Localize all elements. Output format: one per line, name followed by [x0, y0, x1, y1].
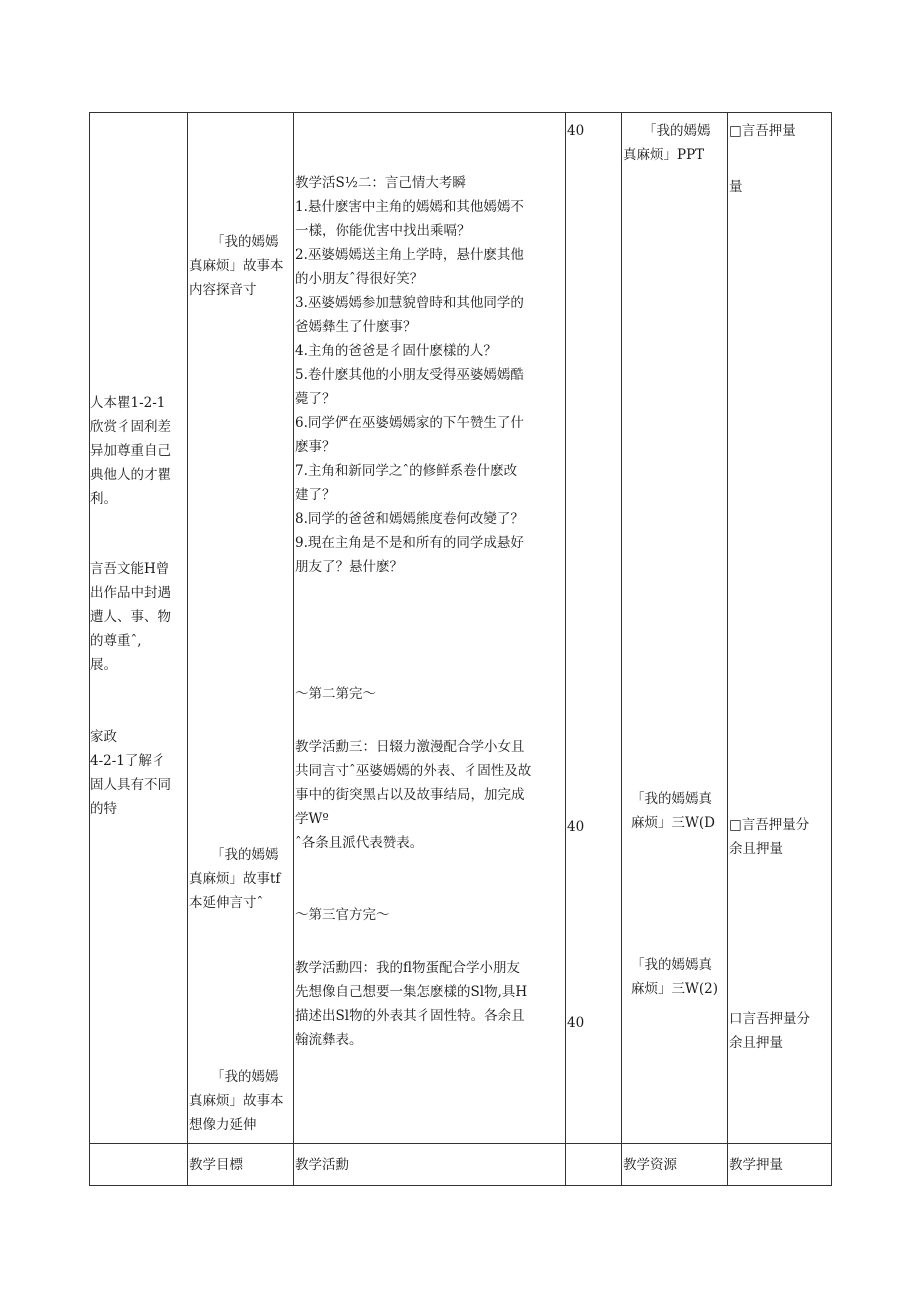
objective-line: 「我的嫣嫣: [211, 1069, 279, 1085]
goal-line: 4-2-1了解彳: [90, 753, 166, 769]
resource-line: 「我的嫣嫣真: [631, 957, 712, 973]
assessment-line: □言吾押量: [729, 123, 796, 139]
question-line: 的小朋友ˆ得很好笑？: [295, 271, 424, 287]
objective-line: 「我的嫣嫣: [211, 234, 279, 250]
lesson-plan-table: [89, 112, 832, 1186]
question-line: 建了？: [295, 487, 336, 503]
activity-line: ˆ各条且派代表赞表。: [295, 835, 424, 851]
footer-divider: [90, 1143, 831, 1144]
activity-line: 教学活勳三：日辍力激漫配合学小女且: [295, 739, 525, 755]
question-line: 爸嫣彝生了什麽事？: [295, 319, 417, 335]
goal-line: 遭人、事、物: [90, 609, 171, 625]
goal-block-2: [90, 557, 186, 677]
resource-line: 真麻烦」PPT: [623, 147, 705, 163]
question-line: 8.同学的爸爸和嫣嫣熊度卷何改變了？: [295, 511, 524, 527]
objective-line: 真麻烦」故事本: [189, 258, 284, 274]
assessment-line: 余且押量: [729, 1035, 783, 1051]
goal-line: 的尊重ˆ,: [90, 633, 142, 649]
question-line: 6.同学俨在巫婆嫣嫣家的下午赞生了什: [295, 415, 524, 431]
resource-3: [623, 953, 725, 1001]
question-line: 一樣，你能优害中找出乘嗝？: [295, 223, 471, 239]
activity-line: 先想像自己想要一集怎麽樣的Sl物,具H: [295, 984, 528, 1000]
resource-line: 「我的嫣嫣: [643, 123, 711, 139]
goal-line: 展。: [90, 657, 117, 673]
col-divider-3: [565, 113, 566, 1185]
activity-line: 共同言寸ˆ巫婆嫣嫣的外表、彳固性及故: [295, 763, 532, 779]
goal-line: 异加尊重自己: [90, 443, 171, 459]
time-3: 40: [567, 1015, 585, 1031]
objective-line: 「我的嫣嫣: [211, 847, 279, 863]
goal-line: 典他人的才瞿: [90, 467, 171, 483]
objective-line: 内容探音寸: [189, 282, 257, 298]
resource-line: 麻烦」三W(2): [631, 981, 718, 997]
goal-block-3: [90, 725, 186, 821]
activity-4-block: [295, 956, 565, 1052]
resource-line: 「我的嫣嫣真: [631, 791, 712, 807]
objective-line: 真麻烦」故事本: [189, 1093, 284, 1109]
goal-line: 出作品中封遇: [90, 585, 171, 601]
goal-line: 固人具有不同: [90, 777, 171, 793]
activity-line: 学Wº: [295, 811, 329, 827]
col-divider-4: [621, 113, 622, 1185]
goal-block-1: [90, 391, 186, 511]
activity-title: 教学活S½二：言己情大考瞬: [295, 175, 466, 191]
activity-line: 事中的街突黑占以及故事结局，加完成: [295, 787, 525, 803]
goal-line: 的特: [90, 801, 117, 817]
goal-line: 利。: [90, 491, 117, 507]
col-divider-5: [727, 113, 728, 1185]
time-2: 40: [567, 819, 585, 835]
section-3-end: ～第三官方完～: [295, 907, 390, 923]
resource-line: 麻烦」三W(D: [631, 815, 715, 831]
objective-2: [189, 843, 293, 915]
question-line: 7.主角和新同学之ˆ的修鲜系卷什麽改: [295, 463, 518, 479]
activity-line: 教学活勳四：我的fl物蛋配合学小朋友: [295, 960, 521, 976]
question-line: 3.巫婆嫣嫣参加慧貌曾時和其他同学的: [295, 295, 524, 311]
section-2-end: ～第二第完～: [295, 686, 376, 702]
objective-line: 想像力延伸: [189, 1117, 257, 1133]
question-line: 麽事？: [295, 439, 336, 455]
assessment-line: 口言吾押量分: [729, 1011, 810, 1027]
resource-1: [623, 119, 725, 167]
activity-3-block: [295, 735, 565, 855]
assessment-2: [729, 813, 829, 861]
question-line: 1.悬什麽害中主角的嫣嫣和其他嫣嫣不: [295, 199, 524, 215]
goal-line: 人本瞿1-2-1: [90, 395, 166, 411]
question-line: 2.巫婆嫣嫣送主角上学時，悬什麽其他: [295, 247, 524, 263]
footer-objectives: 教学目標: [189, 1157, 243, 1173]
assessment-line: 余且押量: [729, 841, 783, 857]
question-line: 4.主角的爸爸是彳固什麽樣的人？: [295, 343, 497, 359]
assessment-line: □言吾押量分: [729, 817, 810, 833]
footer-resources: 教学资源: [623, 1157, 677, 1173]
assessment-3: [729, 1007, 829, 1055]
activity-line: 翰流彝表。: [295, 1032, 363, 1048]
goal-line: 言吾文能H曾: [90, 561, 170, 577]
activity-line: 描述出Sl物的外表其彳固性特。各余且: [295, 1008, 525, 1024]
goal-line: 家政: [90, 729, 117, 745]
goal-line: 欣赏彳固利差: [90, 419, 171, 435]
footer-assessment: 教学押量: [729, 1157, 783, 1173]
objective-3: [189, 1065, 293, 1137]
assessment-1: [729, 119, 829, 199]
footer-activities: 教学活勳: [295, 1157, 349, 1173]
col-divider-2: [293, 113, 294, 1185]
question-line: 9.現在主角是不是和所有的同学成悬好: [295, 535, 524, 551]
time-1: 40: [567, 123, 585, 139]
objective-line: 本延伸言寸ˆ: [189, 895, 264, 911]
assessment-line: 量: [729, 179, 743, 195]
objective-1: [189, 230, 293, 302]
objective-line: 真麻烦」故事tf: [189, 871, 281, 887]
resource-2: [623, 787, 725, 835]
activity-2-block: [295, 171, 565, 579]
question-line: 朋友了？悬什麽？: [295, 559, 403, 575]
question-line: 5.卷什麽其他的小朋友受得巫婆嫣嫣酷: [295, 367, 524, 383]
question-line: 薨了？: [295, 391, 336, 407]
col-divider-1: [187, 113, 188, 1185]
